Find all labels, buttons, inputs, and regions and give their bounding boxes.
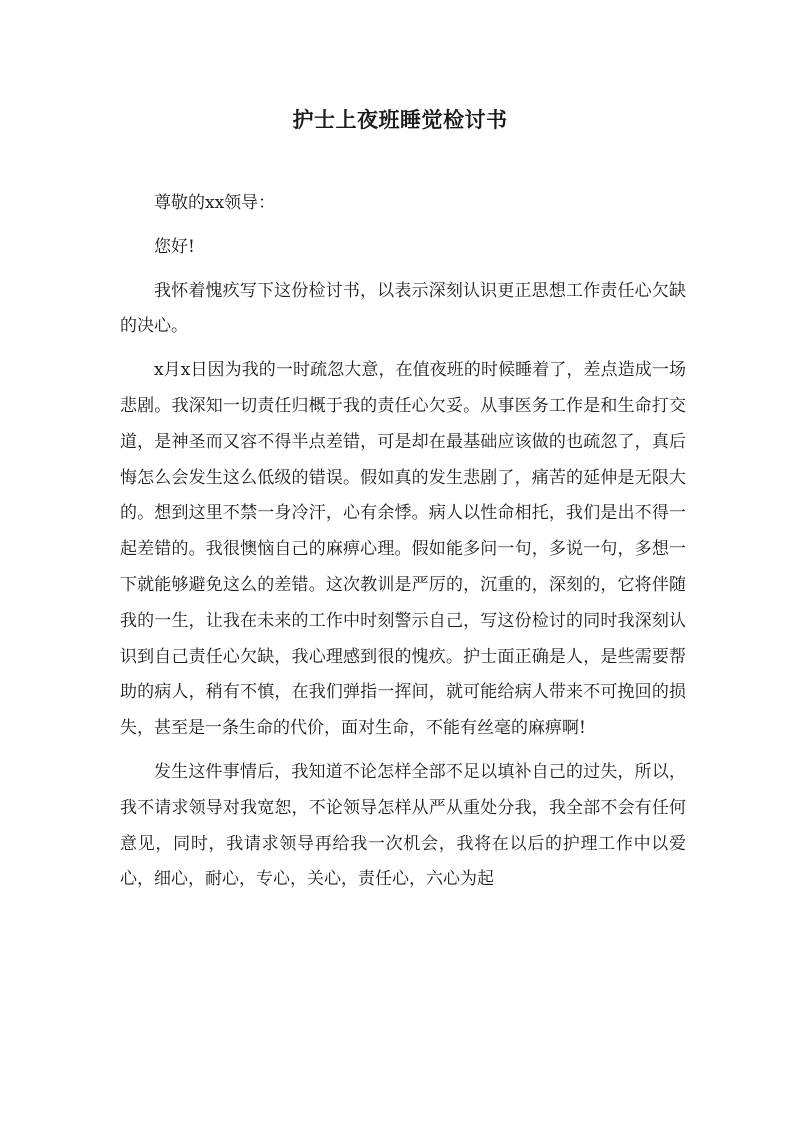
document-title: 护士上夜班睡觉检讨书 bbox=[292, 107, 508, 132]
greeting: 您好! bbox=[154, 236, 195, 257]
document-body bbox=[120, 186, 686, 906]
body-paragraph: 我怀着愧疚写下这份检讨书，以表示深刻认识更正思想工作责任心欠缺的决心。 bbox=[120, 280, 686, 337]
body-paragraph: 发生这件事情后，我知道不论怎样全部不足以填补自己的过失，所以，我不请求领导对我宽恕，不论领导怎样从严从重处分我，我全部不会有任何意见，同时，我请求领导再给我一次机会，我将在以后的护理工作中以爱心，细心，耐心，专心，关心，责任心，六心为起 bbox=[120, 761, 686, 890]
salutation: 尊敬的xx领导： bbox=[154, 193, 276, 213]
body-paragraph: x月x日因为我的一时疏忽大意，在值夜班的时候睡着了，差点造成一场悲剧。我深知一切责任归概于我的责任心欠妥。从事医务工作是和生命打交道，是神圣而又容不得半点差错，可是却在最基础应该做的也疏忽了，真后悔怎么会发生这么低级的错误。假如真的发生悲剧了，痛苦的延伸是无限大的。想到这里不禁一身冷汗，心有余悸。病人以性命相托，我们是出不得一起差错的。我很懊恼自己的麻痹心理。假如能多问一句，多说一句，多想一下就能够避免这么的差错。这次教训是严厉的，沉重的，深刻的，它将伴随我的一生，让我在未来的工作中时刻警示自己，写这份检讨的同时我深刻认识到自己责任心欠缺，我心理感到很的愧疚。护士面正确是人，是些需要帮助的病人，稍有不慎，在我们弹指一挥间，就可能给病人带来不可挽回的损失，甚至是一条生命的代价，面对生命，不能有丝毫的麻痹啊! bbox=[120, 360, 686, 739]
